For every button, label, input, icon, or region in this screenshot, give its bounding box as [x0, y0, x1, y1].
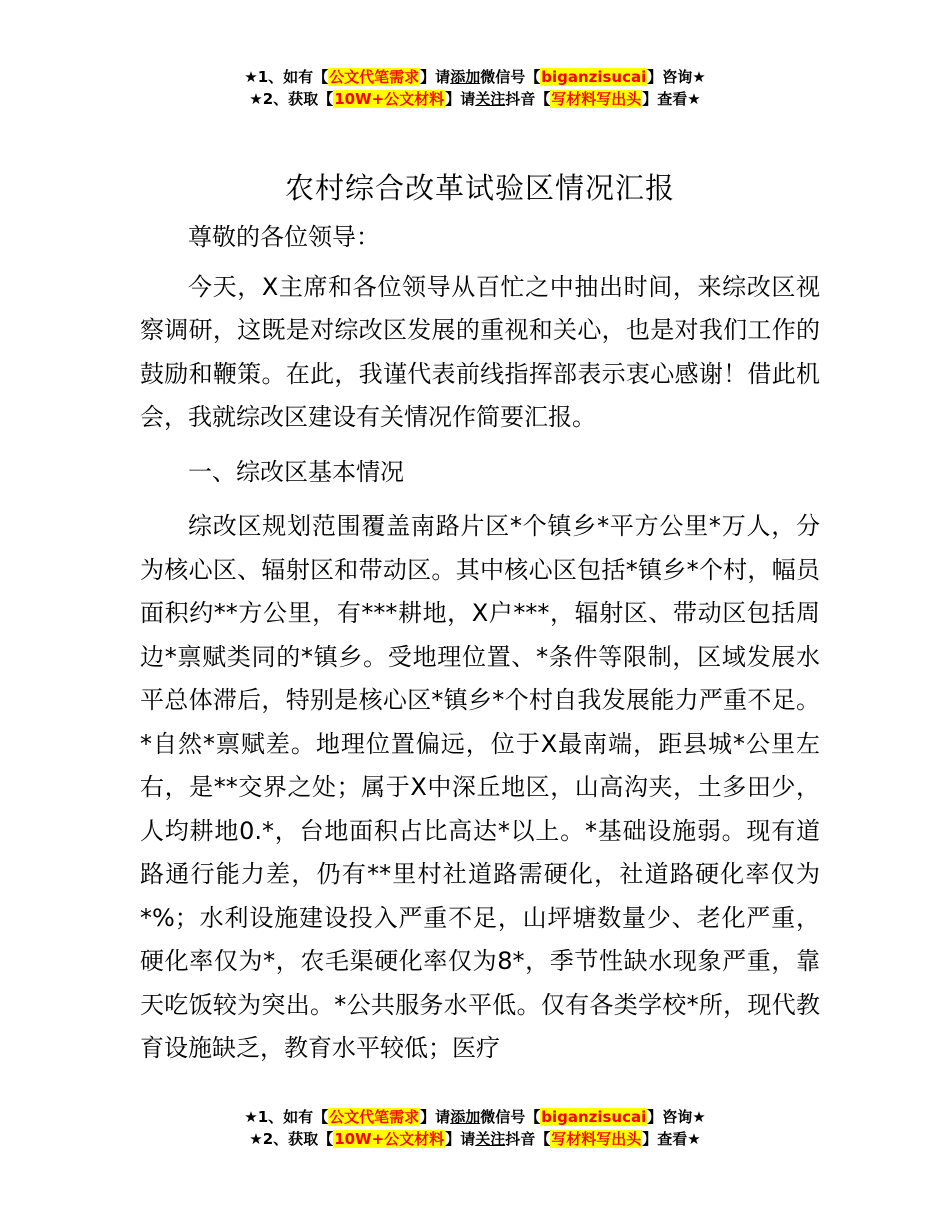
banner-text: 】查看★	[642, 90, 701, 108]
banner-line-1	[0, 1106, 950, 1128]
banner-line-1	[0, 66, 950, 88]
banner-text: ★2、获取【	[249, 1130, 334, 1148]
banner-text: 抖音【	[505, 1130, 551, 1148]
footer-banner	[0, 1106, 950, 1150]
banner-text: 】请	[445, 90, 476, 108]
banner-text: ★1、如有【	[244, 68, 329, 86]
paragraph: 综改区规划范围覆盖南路片区*个镇乡*平方公里*万人，分为核心区、辐射区和带动区。其中核心区包括*镇乡*个村，幅员面积约**方公里，有***耕地，X户***，辐射区、带动区包括周边*禀赋类同的*镇乡。受地理位置、*条件等限制，区域发展水平总体滞后，特别是核心区*镇乡*个村自我发展能力严重不足。*自然*禀赋差。地理位置偏远，位于X最南端，距县城*公里左右，是**交界之处；属于X中深丘地区，山高沟夹，土多田少，人均耕地0.*，台地面积占比高达*以上。*基础设施弱。现有道路通行能力差，仍有**里村社道路需硬化，社道路硬化率仅为*%；水利设施建设投入严重不足，山坪塘数量少、老化严重，硬化率仅为*，农毛渠硬化率仅为8*，季节性缺水现象严重，靠天吃饭较为突出。*公共服务水平低。仅有各类学校*所，现代教育设施缺乏，教育水平较低；医疗	[140, 512, 820, 1062]
greeting: 尊敬的各位领导：	[188, 223, 380, 251]
banner-underline: 添加	[450, 1108, 481, 1126]
document-title: 农村综合改革试验区情况汇报	[284, 171, 675, 205]
banner-text: 】请	[420, 68, 451, 86]
banner-highlight: 写材料写出头	[551, 1130, 642, 1148]
banner-line-2	[0, 88, 950, 110]
banner-underline: 关注	[475, 90, 506, 108]
document-body	[140, 166, 820, 1082]
banner-highlight: 公文代笔需求	[329, 68, 420, 86]
header-banner	[0, 66, 950, 110]
section-heading: 一、综改区基本情况	[188, 457, 404, 486]
banner-highlight: biganzisucai	[541, 68, 647, 86]
banner-line-2	[0, 1128, 950, 1150]
banner-highlight: 写材料写出头	[551, 90, 642, 108]
banner-highlight: 10W+公文材料	[334, 90, 445, 108]
banner-text: 微信号【	[480, 1108, 541, 1126]
banner-text: ★2、获取【	[249, 90, 334, 108]
banner-text: 】请	[445, 1130, 476, 1148]
banner-highlight: biganzisucai	[541, 1108, 647, 1126]
banner-text: 】请	[420, 1108, 451, 1126]
banner-underline: 添加	[450, 68, 481, 86]
banner-text: 】咨询★	[647, 68, 706, 86]
paragraph: 今天，X主席和各位领导从百忙之中抽出时间，来综改区视察调研，这既是对综改区发展的重视和关心，也是对我们工作的鼓励和鞭策。在此，我谨代表前线指挥部表示衷心感谢！借此机会，我就综改区建设有关情况作简要汇报。	[140, 272, 820, 431]
banner-highlight: 公文代笔需求	[329, 1108, 420, 1126]
banner-text: 】咨询★	[647, 1108, 706, 1126]
banner-text: 】查看★	[642, 1130, 701, 1148]
banner-text: 微信号【	[480, 68, 541, 86]
banner-underline: 关注	[475, 1130, 506, 1148]
banner-text: 抖音【	[505, 90, 551, 108]
banner-text: ★1、如有【	[244, 1108, 329, 1126]
banner-highlight: 10W+公文材料	[334, 1130, 445, 1148]
